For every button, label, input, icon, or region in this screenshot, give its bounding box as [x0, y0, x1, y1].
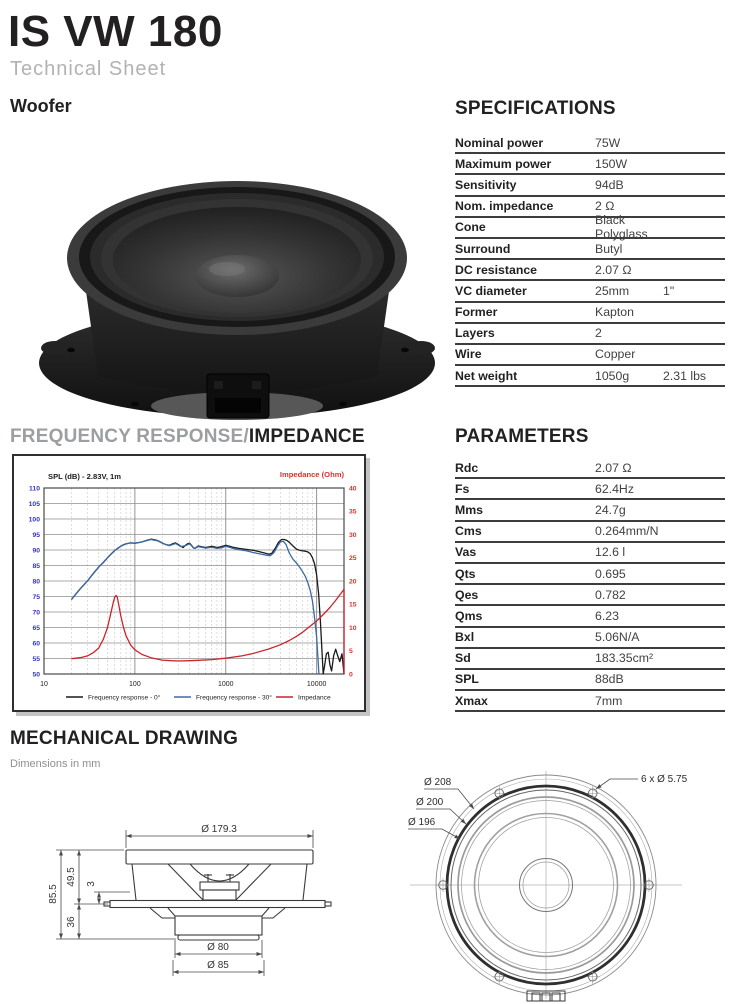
mechanical-heading: MECHANICAL DRAWING [10, 728, 239, 749]
table-cell-label: VC diameter [455, 283, 527, 298]
parameters-table [455, 458, 725, 712]
chart-text: 90 [32, 547, 40, 555]
mechanical-front-view [398, 757, 732, 1004]
table-cell-label: Sensitivity [455, 177, 517, 192]
chart-text: 100 [129, 681, 141, 688]
table-cell-value: 62.4Hz [595, 481, 634, 496]
chart-text: 1000 [217, 681, 234, 688]
chart-text: Frequency response - 30° [196, 694, 272, 702]
table-row [455, 239, 725, 260]
table-cell-label: Qms [455, 608, 483, 623]
dim-height-lower: 36 [66, 916, 77, 928]
table-cell-value: 2.07 Ω [595, 262, 632, 277]
table-cell-label: Fs [455, 481, 470, 496]
page-title: IS VW 180 [8, 7, 223, 56]
table-cell-value: Kapton [595, 305, 634, 320]
table-cell-value: 0.782 [595, 587, 626, 602]
table-row [455, 564, 725, 585]
chart-series [71, 589, 344, 661]
dim-holes: 6 x Ø 5.75 [641, 774, 688, 785]
table-cell-label: Surround [455, 241, 511, 256]
table-row [455, 324, 725, 345]
table-cell-value: Black Polyglass [595, 213, 648, 242]
dim-dia-magnet: Ø 80 [207, 942, 229, 953]
table-row [455, 670, 725, 691]
table-row [455, 543, 725, 564]
table-cell-label: Vas [455, 545, 477, 560]
table-cell-label: Cone [455, 220, 486, 235]
table-cell-label: Nominal power [455, 135, 544, 150]
table-cell-label: Layers [455, 326, 495, 341]
table-row [455, 175, 725, 196]
table-cell-label: Xmax [455, 693, 488, 708]
table-cell-label: Net weight [455, 368, 518, 383]
chart-text: 95 [32, 531, 40, 539]
chart-text: Impedance (Ohm) [279, 470, 344, 479]
chart-text: Frequency response - 0° [88, 694, 161, 702]
chart-text: Impedance [298, 694, 331, 702]
chart-text: 60 [32, 640, 40, 648]
table-row [455, 479, 725, 500]
table-cell-label: DC resistance [455, 262, 538, 277]
table-row [455, 691, 725, 712]
chart-text: 40 [349, 485, 357, 493]
table-row [455, 522, 725, 543]
chart-text: 25 [349, 555, 357, 563]
chart-text: 30 [349, 531, 357, 539]
table-cell-label: Wire [455, 347, 482, 362]
chart-text: 85 [32, 562, 40, 570]
chart-text: 105 [28, 500, 40, 508]
product-photo [25, 148, 440, 420]
table-row [455, 366, 725, 387]
table-cell-value: 2.07 Ω [595, 460, 632, 475]
table-cell-value: 2 Ω [595, 199, 615, 214]
frequency-heading-gray: FREQUENCY RESPONSE/ [10, 426, 249, 447]
table-cell-value: 88dB [595, 672, 624, 687]
table-cell-label: Sd [455, 651, 471, 666]
specifications-table [455, 133, 725, 387]
chart-text: 55 [32, 655, 40, 663]
chart-text: 0 [349, 671, 353, 679]
side-view-dimension-labels [48, 824, 237, 971]
dim-dia-plate: Ø 85 [207, 960, 229, 971]
table-cell-value: 1050g [595, 368, 630, 383]
speaker-connector [207, 374, 269, 418]
parameters-heading: PARAMETERS [455, 426, 589, 447]
table-cell-value: Copper [595, 347, 636, 362]
mechanical-note: Dimensions in mm [10, 758, 101, 770]
table-row [455, 606, 725, 627]
front-view-labels [408, 774, 688, 828]
table-row [455, 628, 725, 649]
table-row [455, 649, 725, 670]
frequency-section-heading [10, 426, 365, 448]
frequency-heading-black: IMPEDANCE [248, 426, 365, 447]
table-cell-value2: 2.31 lbs [663, 368, 707, 383]
chart-text: 70 [32, 609, 40, 617]
table-cell-value: 7mm [595, 693, 623, 708]
chart-text: 65 [32, 624, 40, 632]
dim-dia-mid: Ø 200 [416, 797, 444, 808]
side-view-dimension-lines [56, 830, 313, 976]
dim-width-top: Ø 179.3 [201, 824, 237, 835]
specifications-heading: SPECIFICATIONS [455, 98, 616, 119]
chart-text: 10 [349, 624, 357, 632]
table-cell-label: Qts [455, 566, 476, 581]
chart-text: 10000 [306, 681, 327, 688]
table-cell-label: Mms [455, 502, 484, 517]
chart-text: SPL (dB) - 2.83V, 1m [48, 472, 122, 481]
frequency-impedance-chart [12, 454, 366, 712]
table-cell-label: Nom. impedance [455, 199, 554, 214]
speaker-cone [67, 181, 407, 335]
product-type-label: Woofer [10, 96, 72, 116]
table-cell-value: 0.695 [595, 566, 626, 581]
table-cell-label: Rdc [455, 460, 479, 475]
table-cell-value: 150W [595, 156, 628, 171]
chart-text: 20 [349, 578, 357, 586]
dim-seat-thickness: 3 [86, 881, 97, 887]
table-row [455, 197, 725, 218]
table-cell-value: 0.264mm/N [595, 524, 659, 539]
table-row [455, 154, 725, 175]
chart-text: 35 [349, 508, 357, 516]
table-cell-label: Cms [455, 524, 482, 539]
mechanical-side-view [40, 812, 370, 1004]
table-row [455, 303, 725, 324]
table-cell-value: 75W [595, 135, 621, 150]
table-row [455, 345, 725, 366]
table-cell-value: Butyl [595, 241, 623, 256]
chart-text: 75 [32, 593, 40, 601]
table-row [455, 260, 725, 281]
table-cell-value: 12.6 l [595, 545, 626, 560]
dim-height-upper: 49.5 [66, 867, 77, 887]
table-cell-value: 24.7g [595, 502, 626, 517]
table-row [455, 213, 725, 242]
chart-text: 100 [28, 516, 40, 524]
table-row [455, 585, 725, 606]
table-cell-value: 2 [595, 326, 602, 341]
chart-text: 50 [32, 671, 40, 679]
table-row [455, 133, 725, 154]
table-cell-value: 6.23 [595, 608, 619, 623]
table-cell-value: 25mm [595, 283, 630, 298]
dim-dia-outer: Ø 208 [424, 777, 452, 788]
table-row [455, 458, 725, 479]
page-subtitle: Technical Sheet [10, 58, 167, 80]
table-row [455, 281, 725, 302]
table-cell-label: Bxl [455, 630, 475, 645]
dim-dia-inner: Ø 196 [408, 817, 436, 828]
table-cell-label: SPL [455, 672, 479, 687]
chart-text: 80 [32, 578, 40, 586]
chart-text: 15 [349, 601, 357, 609]
dim-height-total: 85.5 [48, 884, 59, 904]
table-cell-value: 183.35cm² [595, 651, 654, 666]
table-cell-label: Maximum power [455, 156, 552, 171]
chart-text: 5 [349, 648, 353, 656]
table-cell-value: 5.06N/A [595, 630, 640, 645]
chart-series [71, 540, 319, 675]
table-cell-label: Former [455, 305, 498, 320]
table-cell-value: 94dB [595, 177, 624, 192]
chart-text: 10 [40, 681, 48, 688]
table-cell-label: Qes [455, 587, 479, 602]
side-view-outline [104, 850, 331, 940]
table-row [455, 500, 725, 521]
chart-text: 110 [29, 485, 40, 493]
frequency-impedance-chart-svg [14, 456, 364, 710]
table-cell-value2: 1" [663, 283, 675, 298]
